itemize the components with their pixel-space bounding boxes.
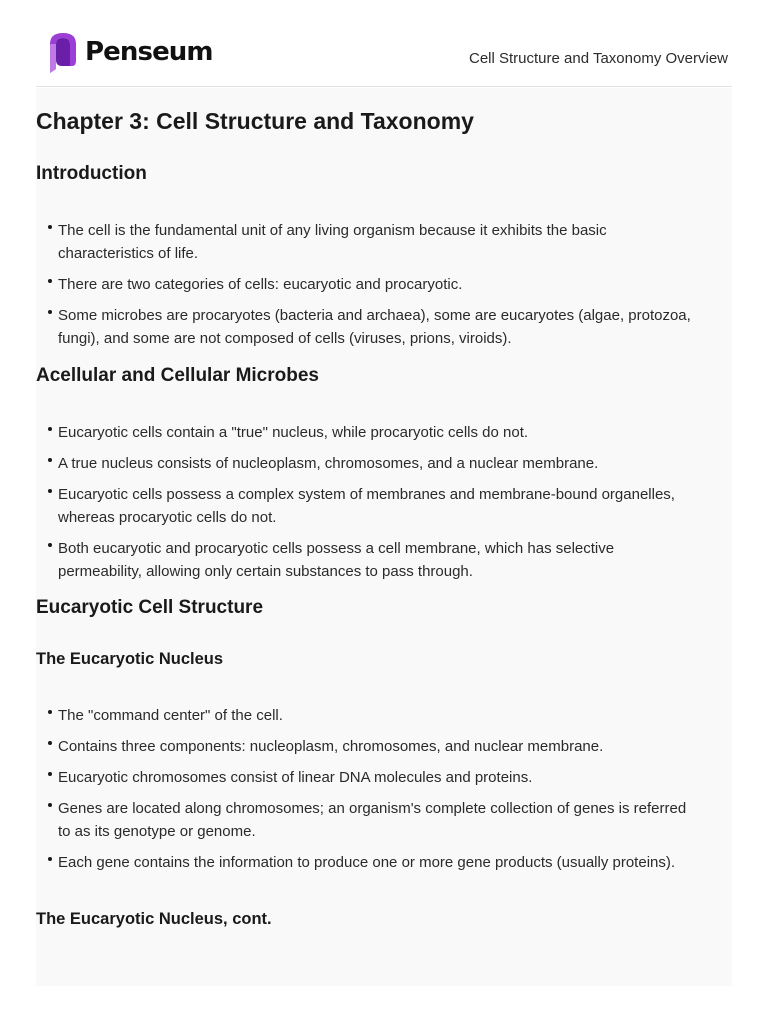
page-header	[36, 28, 732, 87]
list-item: A true nucleus consists of nucleoplasm, chromosomes, and a nuclear membrane.	[36, 452, 696, 475]
list-item: Some microbes are procaryotes (bacteria and archaea), some are eucaryotes (algae, protozoa, fungi), and some are not composed of cells (viruses, prions, viroids).	[36, 304, 696, 350]
subsection-heading-eucaryotic-nucleus: The Eucaryotic Nucleus	[36, 650, 224, 668]
section-heading-introduction: Introduction	[36, 163, 147, 184]
list-item: The "command center" of the cell.	[36, 704, 696, 727]
introduction-bullet-list	[36, 219, 696, 358]
penseum-logo-icon	[48, 31, 78, 73]
list-item: The cell is the fundamental unit of any living organism because it exhibits the basic characteristics of life.	[36, 219, 696, 265]
acellular-cellular-bullet-list	[36, 421, 696, 591]
chapter-title: Chapter 3: Cell Structure and Taxonomy	[36, 108, 474, 134]
document-content	[36, 88, 732, 986]
list-item: Genes are located along chromosomes; an organism's complete collection of genes is referred to as its genotype or genome.	[36, 797, 696, 843]
document-title: Cell Structure and Taxonomy Overview	[469, 50, 728, 67]
list-item: Contains three components: nucleoplasm, chromosomes, and nuclear membrane.	[36, 735, 696, 758]
section-heading-acellular-cellular: Acellular and Cellular Microbes	[36, 365, 319, 386]
list-item: Each gene contains the information to produce one or more gene products (usually proteins).	[36, 851, 696, 874]
eucaryotic-nucleus-bullet-list	[36, 704, 696, 882]
list-item: Eucaryotic cells contain a "true" nucleus, while procaryotic cells do not.	[36, 421, 696, 444]
penseum-logo[interactable]	[48, 31, 213, 73]
list-item: Eucaryotic cells possess a complex system of membranes and membrane-bound organelles, whereas procaryotic cells do not.	[36, 483, 696, 529]
list-item: Eucaryotic chromosomes consist of linear DNA molecules and proteins.	[36, 766, 696, 789]
subsection-heading-eucaryotic-nucleus-cont: The Eucaryotic Nucleus, cont.	[36, 910, 272, 928]
list-item: There are two categories of cells: eucaryotic and procaryotic.	[36, 273, 696, 296]
section-heading-eucaryotic-cell-structure: Eucaryotic Cell Structure	[36, 597, 264, 618]
logo-text: Penseum	[85, 37, 213, 67]
list-item: Both eucaryotic and procaryotic cells possess a cell membrane, which has selective permeability, allowing only certain substances to pass through.	[36, 537, 696, 583]
